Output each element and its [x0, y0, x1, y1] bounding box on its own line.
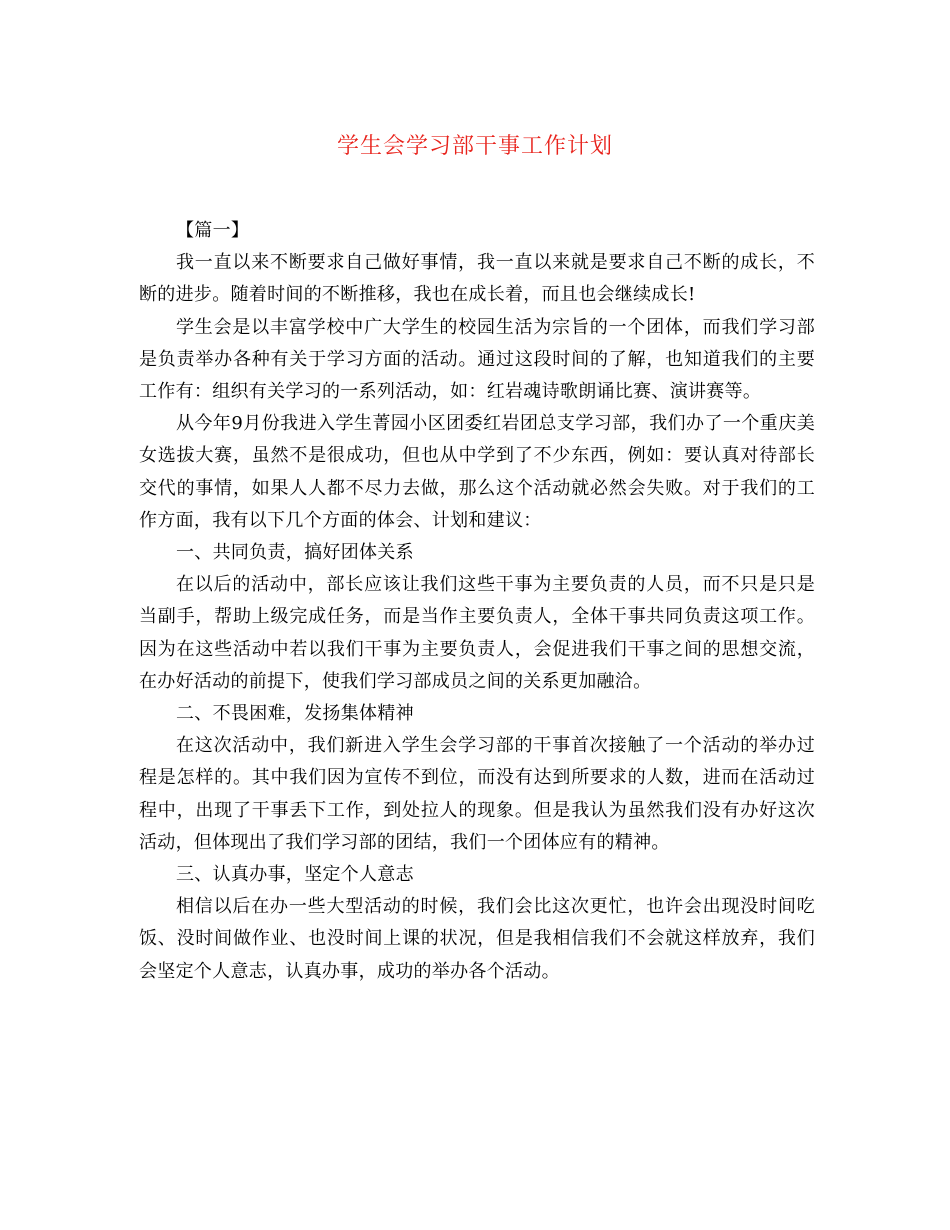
document-body: [139, 215, 815, 988]
paragraph-intro: 我一直以来不断要求自己做好事情，我一直以来就是要求自己不断的成长，不断的进步。随着时间的不断推移，我也在成长着，而且也会继续成长!: [139, 252, 815, 306]
heading-point-three: 三、认真办事，坚定个人意志: [176, 864, 414, 886]
paragraph-point-one: 在以后的活动中，部长应该让我们这些干事为主要负责的人员，而不只是只是当副手，帮助上级完成任务，而是当作主要负责人，全体干事共同负责这项工作。因为在这些活动中若以我们干事为主要负责人，会促进我们干事之间的思想交流，在办好活动的前提下，使我们学习部成员之间的关系更加融洽。: [139, 574, 815, 692]
document-title: 学生会学习部干事工作计划: [336, 134, 613, 159]
heading-point-two: 二、不畏困难，发扬集体精神: [176, 703, 414, 725]
paragraph-point-two: 在这次活动中，我们新进入学生会学习部的干事首次接触了一个活动的举办过程是怎样的。其中我们因为宣传不到位，而没有达到所要求的人数，进而在活动过程中，出现了干事丢下工作，到处拉人的现象。但是我认为虽然我们没有办好这次活动，但体现出了我们学习部的团结，我们一个团体应有的精神。: [139, 735, 815, 853]
section-heading-part-one: 【篇一】: [176, 220, 250, 241]
heading-point-one: 一、共同负责，搞好团体关系: [176, 542, 414, 564]
paragraph-point-three: 相信以后在办一些大型活动的时候，我们会比这次更忙，也许会出现没时间吃饭、没时间做作业、也没时间上课的状况，但是我相信我们不会就这样放弃，我们会坚定个人意志，认真办事，成功的举办各个活动。: [139, 896, 815, 982]
paragraph-student-union: 学生会是以丰富学校中广大学生的校园生活为宗旨的一个团体，而我们学习部是负责举办各种有关于学习方面的活动。通过这段时间的了解，也知道我们的主要工作有：组织有关学习的一系列活动，如：红岩魂诗歌朗诵比赛、演讲赛等。: [139, 316, 815, 403]
paragraph-experience: 从今年9月份我进入学生菁园小区团委红岩团总支学习部，我们办了一个重庆美女选拔大赛，虽然不是很成功，但也从中学到了不少东西，例如：要认真对待部长交代的事情，如果人人都不尽力去做，那么这个活动就必然会失败。对于我们的工作方面，我有以下几个方面的体会、计划和建议：: [139, 413, 815, 531]
